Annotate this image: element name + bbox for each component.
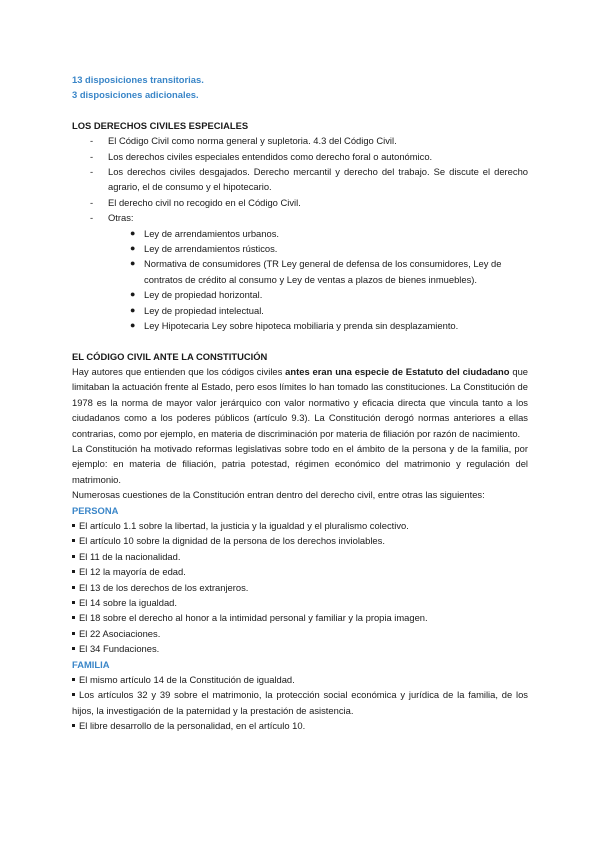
section-heading: LOS DERECHOS CIVILES ESPECIALES (72, 119, 249, 131)
square-bullet-icon (72, 693, 75, 696)
intro-line: 13 disposiciones transitorias. (72, 74, 204, 85)
square-bullet-icon (72, 632, 75, 635)
bullet-list (72, 226, 528, 334)
list-item: El libre desarrollo de la personalidad, en el artículo 10. (72, 718, 528, 733)
list-item: El artículo 10 sobre la dignidad de la persona de los derechos inviolables. (72, 533, 528, 548)
list-item: - El derecho civil no recogido en el Código Civil. (90, 196, 301, 208)
list-item: El 34 Fundaciones. (72, 641, 528, 656)
square-bullet-icon (72, 647, 75, 650)
familia-list (72, 672, 528, 734)
list-item: ● Ley Hipotecaria Ley sobre hipoteca mobiliaria y prenda sin desplazamiento. (130, 320, 459, 332)
list-item: - Los derechos civiles desgajados. Derecho mercantil y derecho del trabajo. Se discute el derecho agrario, el de consumo y el hipotecario. (90, 166, 528, 193)
section-heading: EL CÓDIGO CIVIL ANTE LA CONSTITUCIÓN (72, 350, 268, 362)
list-item: El 11 de la nacionalidad. (72, 549, 528, 564)
square-bullet-icon (72, 539, 75, 542)
list-item: Los artículos 32 y 39 sobre el matrimonio, la protección social económica y jurídica de la familia, de los hijos, la investigación de la paternidad y la prestación de asistencia. (72, 689, 528, 716)
square-bullet-icon (72, 586, 75, 589)
square-bullet-icon (72, 570, 75, 573)
document-page (72, 72, 528, 734)
paragraph: La Constitución ha motivado reformas legislativas sobre todo en el ámbito de la persona y de la familia, por ejemplo: en materia de filiación, patria potestad, régimen económico del matrimonio y regulación del matrimonio. (72, 442, 528, 485)
square-bullet-icon (72, 678, 75, 681)
list-item: El 13 de los derechos de los extranjeros. (72, 580, 528, 595)
list-item: ● Normativa de consumidores (TR Ley general de defensa de los consumidores, Ley de contratos de crédito al consumo y Ley de ventas a plazos de bienes inmuebles). (130, 258, 502, 285)
list-item: El 14 sobre la igualdad. (72, 595, 528, 610)
list-item: - Los derechos civiles especiales entendidos como derecho foral o autonómico. (90, 150, 433, 162)
square-bullet-icon (72, 524, 75, 527)
list-item: El artículo 1.1 sobre la libertad, la justicia y la igualdad y el pluralismo colectivo. (72, 518, 528, 533)
list-item: El 12 la mayoría de edad. (72, 564, 528, 579)
square-bullet-icon (72, 616, 75, 619)
paragraph: Hay autores que entienden que los códigos civiles antes eran una especie de Estatuto del ciudadano que limitaban la actuación frente al Estado, pero esos límites lo han tomado las constituciones. La Constitución de 1978 es la norma de mayor valor jerárquico con valor normativo y eficacia directa que vincula tanto a los ciudadanos como a los poderes públicos (artículo 9.3). La Constitución derogó normas anteriores a ellas contrarias, como por ejemplo, en materia de discriminación por materia de filiación por razón de nacimiento. (72, 365, 528, 439)
list-item: ● Ley de arrendamientos rústicos. (130, 243, 278, 255)
list-item: El 22 Asociaciones. (72, 626, 528, 641)
list-item: ● Ley de propiedad intelectual. (130, 304, 264, 316)
list-item: - Otras: (90, 212, 134, 224)
square-bullet-icon (72, 601, 75, 604)
persona-list (72, 518, 528, 657)
list-item: El 18 sobre el derecho al honor a la intimidad personal y familiar y la propia imagen. (72, 610, 528, 625)
list-item: - El Código Civil como norma general y supletoria. 4.3 del Código Civil. (90, 135, 397, 147)
square-bullet-icon (72, 724, 75, 727)
dash-list (72, 133, 528, 225)
list-item: ● Ley de propiedad horizontal. (130, 289, 263, 301)
list-item: El mismo artículo 14 de la Constitución de igualdad. (72, 672, 528, 687)
paragraph: Numerosas cuestiones de la Constitución entran dentro del derecho civil, entre otras las siguientes: (72, 489, 485, 501)
list-item: ● Ley de arrendamientos urbanos. (130, 227, 279, 239)
subheading-familia: FAMILIA (72, 658, 110, 670)
subheading-persona: PERSONA (72, 504, 119, 516)
intro-line: 3 disposiciones adicionales. (72, 89, 199, 101)
square-bullet-icon (72, 555, 75, 558)
